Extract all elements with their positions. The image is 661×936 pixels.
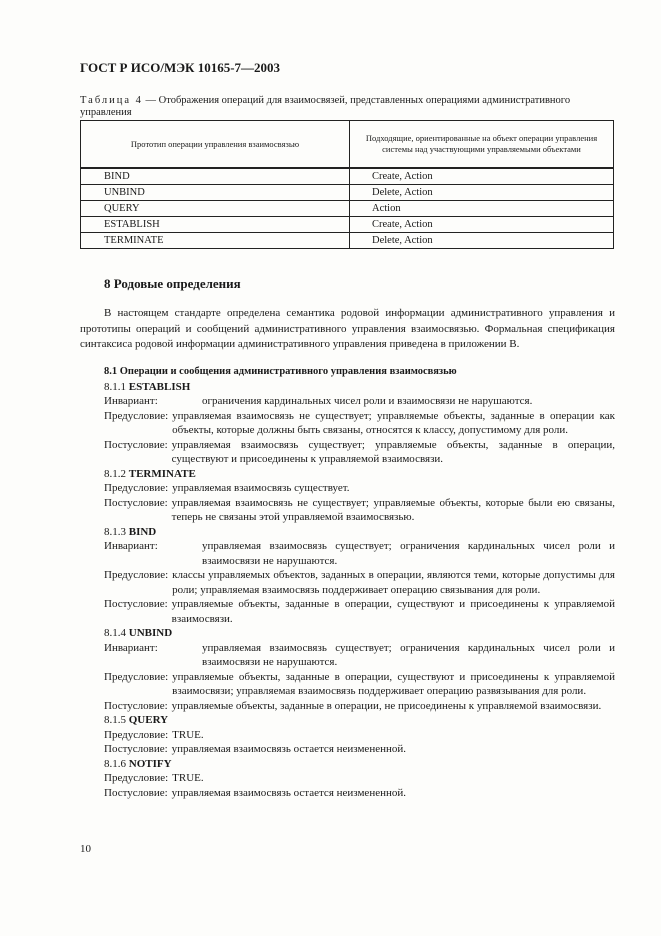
clause-name: BIND [128, 525, 157, 538]
definition-term: Предусловие: [104, 728, 169, 741]
column-header-mapping: Подходящие, ориентированные на объект операции управления системы над участвующими управляемыми объектами [350, 121, 614, 169]
table-header-row [81, 121, 614, 169]
operation-prototype-cell: QUERY [81, 201, 350, 217]
definition-term: Предусловие: [104, 569, 169, 581]
clause-number: 8.1.6 [104, 757, 126, 770]
definition-term: Предусловие: [104, 772, 169, 784]
definition-row [80, 728, 615, 743]
definition-row [80, 742, 615, 757]
definition-term: Предусловие: [104, 482, 169, 494]
clause-title [80, 713, 615, 728]
definition-text: управляемая взаимосвязь не существует; управляемые объекты, заданные в операции как объекты, которые должны быть связаны, относятся к классу, допустимому для роли. [172, 409, 615, 436]
column-header-prototype: Прототип операции управления взаимосвязью [81, 121, 350, 169]
definition-term: Предусловие: [104, 409, 169, 422]
clause-name: ESTABLISH [128, 380, 191, 393]
definition-row [80, 438, 615, 467]
definition-text: TRUE. [172, 772, 204, 784]
table-row [81, 217, 614, 233]
operations-mapping-table [80, 120, 614, 249]
definition-text: управляемая взаимосвязь остается неизмененной. [171, 743, 406, 755]
definition-term: Предусловие: [104, 670, 169, 683]
operation-prototype-cell: TERMINATE [81, 233, 350, 249]
operation-mapping-cell: Delete, Action [350, 185, 614, 201]
definition-term: Инвариант: [104, 540, 158, 552]
definition-text: управляемые объекты, заданные в операции, не присоединены к управляемой взаимосвязи. [171, 699, 602, 712]
clause-name: QUERY [128, 714, 169, 726]
table-row [81, 201, 614, 217]
operation-mapping-cell: Delete, Action [350, 233, 614, 249]
clause-number: 8.1.4 [104, 627, 126, 639]
clause-name: NOTIFY [128, 757, 172, 770]
clause-number: 8.1.5 [104, 714, 126, 726]
definition-text: управляемая взаимосвязь существует; ограничения кардинальных чисел роли и взаимосвязи не нарушаются. [202, 540, 615, 567]
definition-text: TRUE. [172, 728, 204, 741]
operation-mapping-cell: Action [350, 201, 614, 217]
clause-number: 8.1.2 [104, 467, 126, 480]
definition-term: Постусловие: [104, 438, 168, 451]
definition-text: классы управляемых объектов, заданных в операции, являются теми, которые допустимы для роли; управляемая взаимосвязь поддерживает операцию связывания для роли. [172, 569, 615, 596]
clause-title [80, 626, 615, 641]
definition-term: Постусловие: [104, 496, 168, 509]
definition-row [80, 597, 615, 626]
definition-row [80, 699, 615, 714]
subsection-content [80, 365, 615, 800]
table-body [81, 168, 614, 249]
table-row [81, 185, 614, 201]
clause-number: 8.1.1 [104, 380, 126, 393]
section-intro-paragraph: В настоящем стандарте определена семантика родовой информации административного управления и прототипы операций и сообщений административного управления взаимосвязью. Формальная спецификация синтаксиса родовой информации административного управления приведена в приложении В. [80, 307, 615, 350]
definition-term: Постусловие: [104, 743, 168, 755]
operation-prototype-cell: UNBIND [81, 185, 350, 201]
operation-prototype-cell: ESTABLISH [81, 217, 350, 233]
definition-text: управляемая взаимосвязь существует; управляемые объекты, заданные в операции, существуют и присоединены к управляемой взаимосвязи. [171, 438, 615, 465]
clause-title [80, 525, 615, 540]
definition-row [80, 394, 615, 409]
page-number: 10 [80, 843, 91, 855]
table-row [81, 233, 614, 249]
section-heading: 8 Родовые определения [104, 276, 241, 291]
operation-mapping-cell: Create, Action [350, 217, 614, 233]
definition-row [80, 786, 615, 801]
definition-text: управляемая взаимосвязь существует. [172, 482, 350, 494]
definition-row [80, 539, 615, 568]
table-caption-label: Таблица 4 [80, 95, 143, 106]
clause-number: 8.1.3 [104, 525, 126, 538]
definition-row [80, 568, 615, 597]
definition-row [80, 670, 615, 699]
definition-term: Постусловие: [104, 598, 168, 610]
clause-name: TERMINATE [128, 467, 196, 480]
definition-text: управляемая взаимосвязь не существует; управляемые объекты, которые были ею связаны, теперь не связаны этой управляемой взаимосвязью. [171, 496, 615, 523]
definition-row [80, 409, 615, 438]
definition-text: управляемая взаимосвязь остается неизмененной. [171, 786, 406, 799]
operation-mapping-cell: Create, Action [350, 168, 614, 185]
definition-row [80, 771, 615, 786]
definition-term: Постусловие: [104, 786, 168, 799]
definition-text: управляемые объекты, заданные в операции, существуют и присоединены к управляемой взаимосвязи; управляемая взаимосвязь поддерживает операцию развязывания для роли. [172, 670, 615, 697]
definition-term: Инвариант: [104, 395, 158, 407]
table-caption [80, 95, 620, 119]
table-row [81, 168, 614, 185]
definition-row [80, 481, 615, 496]
definition-term: Инвариант: [104, 641, 158, 654]
operation-prototype-cell: BIND [81, 168, 350, 185]
clause-title [80, 380, 615, 395]
definition-text: управляемая взаимосвязь существует; ограничения кардинальных чисел роли и взаимосвязи не нарушаются. [202, 641, 615, 668]
clause-name: UNBIND [128, 627, 173, 639]
definition-text: управляемые объекты, заданные в операции, существуют и присоединены к управляемой взаимосвязи. [171, 598, 615, 625]
table-caption-text: — Отображения операций для взаимосвязей, представленных операциями административного управления [80, 95, 571, 118]
definition-row [80, 496, 615, 525]
subsection-heading: 8.1 Операции и сообщения административного управления взаимосвязью [104, 366, 457, 377]
clause-title [80, 757, 615, 772]
definition-row [80, 641, 615, 670]
definition-term: Постусловие: [104, 699, 168, 712]
document-header: ГОСТ Р ИСО/МЭК 10165-7—2003 [80, 60, 281, 75]
clause-title [80, 467, 615, 482]
definition-text: ограничения кардинальных чисел роли и взаимосвязи не нарушаются. [202, 395, 533, 407]
